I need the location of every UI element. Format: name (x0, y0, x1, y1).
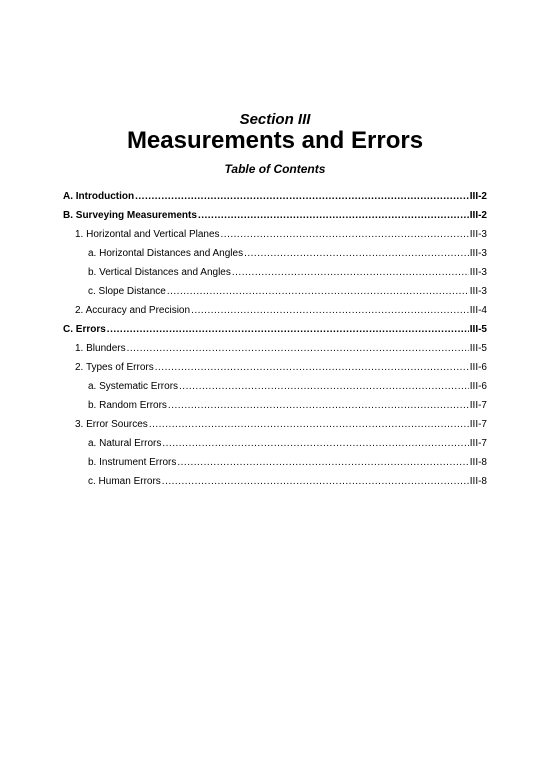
dot-leader (232, 263, 469, 282)
toc-heading: Table of Contents (224, 162, 326, 176)
toc-entry-title: b. Vertical Distances and Angles (88, 267, 231, 278)
toc-entry-title: 3. Error Sources (75, 419, 148, 430)
toc-entry[interactable] (63, 396, 487, 415)
toc-entry-page: III-7 (469, 438, 487, 449)
toc-entry[interactable] (63, 301, 487, 320)
toc-entry-page: III-3 (469, 267, 487, 278)
toc-entry-page: III-3 (469, 248, 487, 259)
toc-entry-page: III-4 (469, 305, 487, 316)
toc-entry[interactable] (63, 206, 487, 225)
toc-entry-title: 1. Blunders (75, 343, 126, 354)
page-title: Measurements and Errors (126, 127, 424, 154)
toc-entry[interactable] (63, 320, 487, 339)
toc-entry[interactable] (63, 339, 487, 358)
toc-entry-page: III-8 (469, 476, 487, 487)
dot-leader (167, 282, 469, 301)
toc-entry-page: III-2 (469, 210, 487, 221)
dot-leader (244, 244, 469, 263)
toc-entry-page: III-8 (469, 457, 487, 468)
dot-leader (107, 320, 469, 339)
toc-entry[interactable] (63, 453, 487, 472)
toc-entry-page: III-3 (469, 229, 487, 240)
dot-leader (162, 472, 469, 491)
toc-entry[interactable] (63, 282, 487, 301)
dot-leader (221, 225, 469, 244)
toc-entry[interactable] (63, 187, 487, 206)
toc-entry[interactable] (63, 244, 487, 263)
dot-leader (127, 339, 469, 358)
dot-leader (162, 434, 468, 453)
toc-entry-page: III-7 (469, 400, 487, 411)
toc-entry-page: III-2 (469, 191, 487, 202)
toc-entry-title: 2. Types of Errors (75, 362, 154, 373)
toc-entry-page: III-5 (469, 324, 487, 335)
toc-entry-page: III-6 (469, 381, 487, 392)
table-of-contents (63, 187, 487, 491)
toc-entry-page: III-3 (469, 286, 487, 297)
toc-entry-title: a. Horizontal Distances and Angles (88, 248, 244, 259)
toc-entry-page: III-7 (469, 419, 487, 430)
toc-entry-title: c. Human Errors (88, 476, 161, 487)
dot-leader (179, 377, 469, 396)
toc-entry-title: b. Random Errors (88, 400, 167, 411)
toc-entry-title: 1. Horizontal and Vertical Planes (75, 229, 220, 240)
toc-entry-title: 2. Accuracy and Precision (75, 305, 191, 316)
dot-leader (177, 453, 468, 472)
dot-leader (198, 206, 469, 225)
dot-leader (149, 415, 469, 434)
toc-entry[interactable] (63, 225, 487, 244)
toc-entry[interactable] (63, 358, 487, 377)
toc-entry-title: a. Systematic Errors (88, 381, 179, 392)
toc-entry[interactable] (63, 377, 487, 396)
toc-entry[interactable] (63, 415, 487, 434)
dot-leader (191, 301, 469, 320)
dot-leader (168, 396, 469, 415)
toc-entry[interactable] (63, 263, 487, 282)
toc-entry-page: III-6 (469, 362, 487, 373)
dot-leader (135, 187, 469, 206)
toc-entry-title: C. Errors (63, 324, 106, 335)
toc-entry-page: III-5 (469, 343, 487, 354)
toc-entry-title: a. Natural Errors (88, 438, 162, 449)
section-label: Section III (239, 111, 311, 128)
toc-entry-title: b. Instrument Errors (88, 457, 177, 468)
dot-leader (155, 358, 469, 377)
toc-entry-title: A. Introduction (63, 191, 135, 202)
toc-entry-title: c. Slope Distance (88, 286, 166, 297)
toc-entry[interactable] (63, 472, 487, 491)
toc-entry[interactable] (63, 434, 487, 453)
toc-entry-title: B. Surveying Measurements (63, 210, 197, 221)
